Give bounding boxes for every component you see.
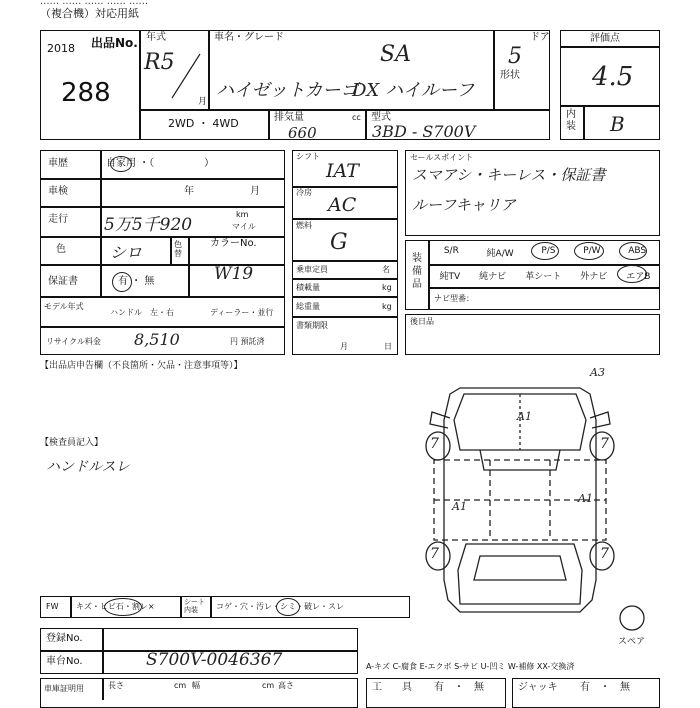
later-label: 後日品 — [410, 317, 434, 326]
recycle-value: 8,510 — [134, 330, 180, 349]
abs-circle — [619, 242, 647, 260]
warehouse-label: 車庫証明用 — [44, 684, 84, 693]
ac-value: AC — [328, 194, 357, 216]
fuel-value: G — [330, 230, 348, 255]
mark-tire-rl: 7 — [430, 546, 439, 562]
color-label: 色 — [56, 244, 66, 255]
divider — [208, 30, 210, 110]
capacity-label: 乗車定員 — [296, 265, 328, 274]
equipment-airbag: エアB — [626, 272, 651, 282]
interior-label: 内装 — [566, 109, 576, 132]
mark-tire-fl: 7 — [430, 436, 439, 452]
year-label: 年式 — [146, 32, 166, 43]
seat-items: コゲ・穴・汚レ・シミ・破レ・スレ — [216, 602, 344, 611]
warranty-label: 保証書 — [48, 276, 78, 287]
score-label: 評価点 — [590, 33, 620, 44]
load-unit: kg — [382, 283, 392, 292]
sales-line1: スマアシ・キーレス・保証書 — [412, 166, 606, 184]
equipment-label: 装備品 — [412, 253, 422, 290]
jack-options: 有 ・ 無 — [580, 682, 630, 693]
warehouse-cm1: cm — [174, 681, 187, 690]
seat-label: シート内装 — [184, 598, 205, 614]
model-year-dealer: ディーラー・並行 — [210, 308, 274, 317]
sales-box — [405, 150, 660, 236]
mark-right: A1 — [578, 492, 593, 505]
load-label: 積載量 — [296, 283, 320, 292]
door-shape-label: 形状 — [500, 70, 520, 81]
equipment-sr: S/R — [443, 246, 459, 256]
gross-label: 総重量 — [296, 302, 320, 311]
mileage-unit-mile: マイル — [232, 222, 256, 231]
fw-label: FW — [46, 602, 59, 611]
warehouse-cm2: cm — [262, 681, 275, 690]
drive-label: 2WD ・ 4WD — [168, 117, 239, 130]
ps-circle — [531, 242, 559, 260]
mark-tire-fr: 7 — [600, 436, 609, 452]
inspection-label: 車検 — [48, 186, 68, 197]
sales-label: セールスポイント — [410, 153, 474, 162]
mark-left: A1 — [452, 500, 467, 513]
inspector-note: ハンドルスレ — [46, 459, 130, 475]
jack-label: ジャッキ — [518, 682, 558, 693]
lot-box — [40, 30, 140, 140]
mark-top: A3 — [590, 366, 605, 379]
year-value: R5 — [144, 50, 175, 75]
equipment-ps: P/S — [541, 246, 556, 256]
color-value: シロ — [110, 243, 143, 262]
divider — [40, 178, 285, 180]
fw-items: キズ・ヒビ石・割レ× — [76, 602, 155, 611]
seller-notes-label: 【出品店申告欄（不良箇所・欠品・注意事項等）】 — [40, 361, 243, 371]
ac-label: 冷房 — [296, 188, 312, 197]
divider — [560, 46, 660, 48]
chassis-label: 車台No. — [46, 656, 83, 667]
car-model-code: SA — [380, 42, 411, 67]
warehouse-height: 高さ — [278, 681, 294, 690]
mileage-unit-km: km — [236, 210, 249, 219]
car-name-value: ハイゼットカーゴ — [216, 80, 359, 101]
gross-unit: kg — [382, 302, 392, 311]
shift-value: IAT — [326, 160, 359, 182]
doc-expiry-day: 日 — [384, 342, 392, 351]
mark-tire-rr: 7 — [600, 546, 609, 562]
mileage-value: 5万5千920 — [104, 215, 193, 235]
door-label: ドア — [530, 32, 550, 43]
shift-label: シフト — [296, 152, 320, 161]
divider — [210, 596, 212, 618]
later-box — [405, 314, 660, 355]
divider — [292, 260, 398, 262]
divider — [292, 218, 398, 220]
registration-label: 登録No. — [46, 633, 83, 644]
capacity-unit: 名 — [382, 265, 390, 274]
divider — [493, 30, 495, 110]
divider — [102, 678, 104, 700]
header-top-line: ...... ...... ...... ...... ...... — [40, 0, 149, 7]
divider — [70, 596, 72, 618]
color-code-value: W19 — [214, 264, 254, 284]
legend-text: A-キズ C-腐食 E-エクボ S-サビ U-凹ミ W-補修 XX-交換済 — [366, 662, 575, 671]
chassis-value: S700V-0046367 — [146, 650, 283, 670]
color-repaint-label: 色替 — [174, 240, 182, 258]
divider — [292, 316, 398, 318]
divider — [583, 105, 585, 140]
score-value: 4.5 — [592, 62, 634, 92]
fw-circle — [104, 598, 142, 616]
divider — [102, 628, 104, 674]
spare-label: スペア — [618, 637, 646, 647]
mileage-label: 走行 — [48, 214, 68, 225]
tools-label: 工 具 — [372, 682, 412, 693]
equipment-navi: 純ナビ — [479, 272, 507, 282]
year-month-label: 月 — [198, 97, 208, 107]
divider — [170, 236, 172, 264]
doc-expiry-month: 月 — [340, 342, 348, 351]
details-box — [40, 150, 285, 355]
divider — [188, 236, 190, 296]
header-subtitle: （複合機）対応用紙 — [40, 7, 139, 20]
warehouse-length: 長さ — [108, 681, 124, 690]
divider — [100, 150, 102, 296]
displacement-unit: cc — [352, 113, 361, 122]
car-grade-value: DX ハイルーフ — [352, 80, 475, 101]
inspection-month: 月 — [250, 186, 260, 197]
lot-label: 出品No. — [91, 36, 138, 50]
model-label: 型式 — [371, 112, 391, 123]
pw-circle — [574, 242, 604, 260]
divider — [180, 596, 182, 618]
model-year-label: モデル年式 — [44, 302, 84, 311]
model-value: 3BD - S700V — [372, 122, 476, 141]
displacement-value: 660 — [288, 124, 317, 142]
divider — [365, 110, 367, 140]
lot-number: 288 — [61, 78, 111, 108]
displacement-label: 排気量 — [274, 112, 304, 123]
inspector-label: 【検査員記入】 — [40, 438, 104, 448]
divider — [560, 105, 660, 107]
tools-options: 有 ・ 無 — [434, 682, 484, 693]
equipment-abs: ABS — [628, 246, 647, 256]
doc-expiry-label: 書類期限 — [296, 321, 328, 330]
divider — [292, 278, 398, 280]
recycle-label: リサイクル料金 — [46, 337, 101, 346]
history-options: 自家用 ・（ ） — [106, 158, 215, 169]
equipment-pw: P/W — [583, 246, 601, 256]
color-code-label: カラーNo. — [210, 238, 257, 249]
divider — [40, 206, 285, 208]
warranty-circle — [112, 272, 132, 292]
fuel-label: 燃料 — [296, 221, 312, 230]
inspection-year: 年 — [184, 186, 194, 197]
warehouse-width: 幅 — [192, 681, 200, 690]
divider — [40, 296, 285, 298]
model-year-handle: ハンドル 左・右 — [110, 308, 174, 317]
equipment-navi-label: ナビ型番： — [434, 294, 474, 303]
seat-circle — [276, 598, 300, 616]
history-label: 車歴 — [48, 158, 68, 169]
warranty-options: 有 ・ 無 — [118, 276, 155, 287]
equipment-leather: 革シート — [525, 272, 562, 282]
door-value: 5 — [508, 44, 522, 69]
equipment-aw: 純A/W — [486, 249, 514, 259]
sales-line2: ルーフキャリア — [412, 196, 516, 214]
car-diagram — [410, 360, 650, 640]
equipment-ext-navi: 外ナビ — [580, 272, 608, 282]
equipment-tv: 純TV — [439, 272, 461, 282]
divider — [292, 296, 398, 298]
recycle-unit: 円 預託済 — [230, 337, 265, 346]
mark-hood: A1 — [517, 410, 532, 423]
interior-value: B — [610, 112, 625, 136]
lot-year-stamp: 2018 — [47, 42, 75, 55]
year-slash — [166, 50, 206, 100]
divider — [40, 326, 285, 328]
car-name-label: 車名・グレード — [214, 32, 284, 43]
divider — [268, 110, 270, 140]
history-circle — [110, 156, 132, 172]
divider — [428, 287, 660, 289]
airbag-circle — [617, 265, 647, 283]
